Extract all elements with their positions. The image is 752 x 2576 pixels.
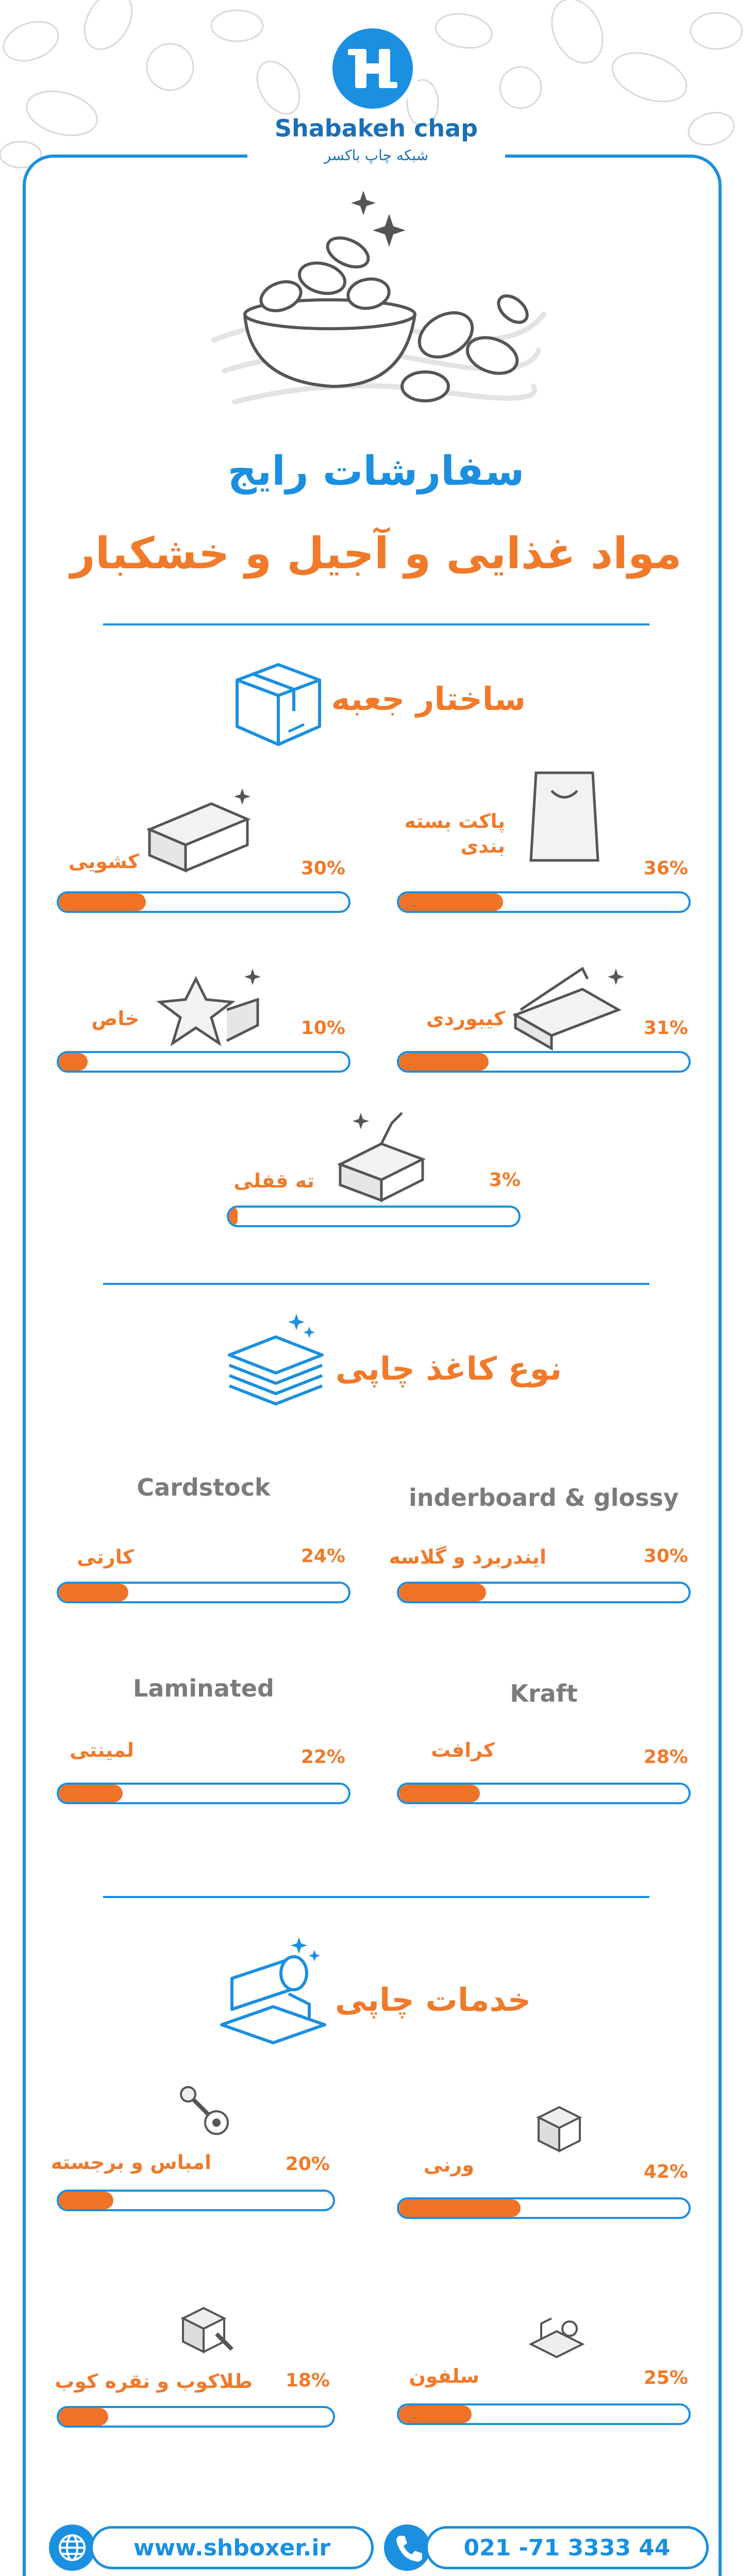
hero-title-line2: مواد غذایی و آجیل و خشکبار <box>70 528 682 579</box>
progress-bar <box>57 1582 350 1603</box>
progress-bar <box>57 2406 335 2428</box>
item-label: امباس و برجسته <box>51 2151 211 2174</box>
item-percent: 28% <box>643 1747 688 1768</box>
item-percent: 30% <box>643 1546 688 1567</box>
item-label: خاص <box>91 1007 139 1030</box>
bag-package-icon <box>515 762 634 866</box>
printing-roller-icon <box>216 1937 330 2050</box>
progress-bar <box>57 1783 350 1804</box>
keyboard-box-icon <box>505 958 624 1061</box>
progress-fill <box>399 893 503 911</box>
item-percent: 22% <box>300 1747 345 1768</box>
progress-bar <box>57 1051 350 1073</box>
paper-en-name: Cardstock <box>137 1473 271 1501</box>
item-label: سلفون <box>409 2365 479 2387</box>
item-percent: 3% <box>489 1170 521 1191</box>
logo-icon <box>332 28 413 109</box>
progress-bar <box>397 2403 691 2425</box>
foil-stamp-icon <box>175 2298 237 2360</box>
progress-fill <box>59 2192 113 2209</box>
progress-bar <box>57 2190 335 2211</box>
item-label: ایندربرد و گلاسه <box>389 1546 546 1568</box>
item-label: لمینتی <box>70 1739 134 1761</box>
item-percent: 18% <box>285 2370 330 2391</box>
item-label: ته قفلی <box>233 1170 314 1192</box>
section-title-box-structure: ساختار جعبه <box>331 680 526 718</box>
progress-bar <box>397 2197 691 2219</box>
lock-bottom-box-icon <box>330 1103 448 1206</box>
progress-fill <box>399 1785 480 1802</box>
logo-badge <box>332 28 413 109</box>
item-label: طلاکوب و نقره کوب <box>55 2370 253 2393</box>
hero-title-line1: سفارشات رایج <box>227 448 525 495</box>
item-percent: 24% <box>300 1546 345 1567</box>
progress-bar <box>397 1783 691 1804</box>
paper-en-name: inderboard & glossy <box>409 1484 679 1512</box>
item-percent: 36% <box>643 858 688 879</box>
progress-fill <box>59 1584 128 1601</box>
globe-icon <box>49 2524 95 2571</box>
divider <box>103 1896 649 1898</box>
progress-fill <box>59 1053 88 1071</box>
item-label: پاکت بسته بندی <box>404 810 505 857</box>
box-icon <box>222 644 335 757</box>
star-box-icon <box>149 958 268 1061</box>
item-percent: 10% <box>300 1018 345 1039</box>
paper-stack-icon <box>219 1309 332 1422</box>
item-label: کرافت <box>431 1739 495 1761</box>
progress-bar <box>397 1582 691 1603</box>
varnish-can-icon <box>531 2097 588 2154</box>
cellophane-laminator-icon <box>526 2308 588 2365</box>
progress-fill <box>399 2199 521 2217</box>
progress-bar <box>397 891 691 913</box>
item-label: کیبوردی <box>426 1007 505 1030</box>
emboss-tool-icon <box>175 2081 232 2138</box>
paper-en-name: Laminated <box>133 1674 274 1702</box>
section-title-paper-type: نوع کاغذ چاپی <box>335 1350 562 1387</box>
progress-bar <box>227 1206 521 1227</box>
item-label: کشویی <box>68 850 139 873</box>
brand-name-fa: شبکه چاپ باکسر <box>247 147 505 164</box>
website-link[interactable]: www.shboxer.ir <box>90 2526 374 2569</box>
nut-bowl-illustration <box>204 185 549 422</box>
paper-en-name: Kraft <box>510 1680 578 1707</box>
progress-bar <box>57 891 350 913</box>
item-label: کارتی <box>77 1546 134 1568</box>
brand-name-en: Shabakeh chap <box>274 114 478 142</box>
divider <box>103 623 649 625</box>
item-percent: 20% <box>285 2154 330 2175</box>
progress-bar <box>397 1051 691 1073</box>
section-title-print-services: خدمات چاپی <box>335 1981 531 2019</box>
item-percent: 31% <box>643 1018 688 1039</box>
item-label: ورنی <box>423 2154 474 2176</box>
item-percent: 30% <box>300 858 345 879</box>
progress-fill <box>229 1208 238 1225</box>
progress-fill <box>399 1584 486 1601</box>
phone-icon <box>384 2524 430 2571</box>
item-percent: 25% <box>643 2367 688 2388</box>
progress-fill <box>399 1053 489 1071</box>
progress-fill <box>59 2408 108 2426</box>
divider <box>103 1283 649 1285</box>
sliding-box-icon <box>139 783 258 886</box>
phone-link[interactable]: 021 -71 3333 44 <box>425 2526 709 2569</box>
progress-fill <box>399 2405 472 2423</box>
progress-fill <box>59 1785 123 1802</box>
progress-fill <box>59 893 146 911</box>
item-percent: 42% <box>643 2161 688 2182</box>
